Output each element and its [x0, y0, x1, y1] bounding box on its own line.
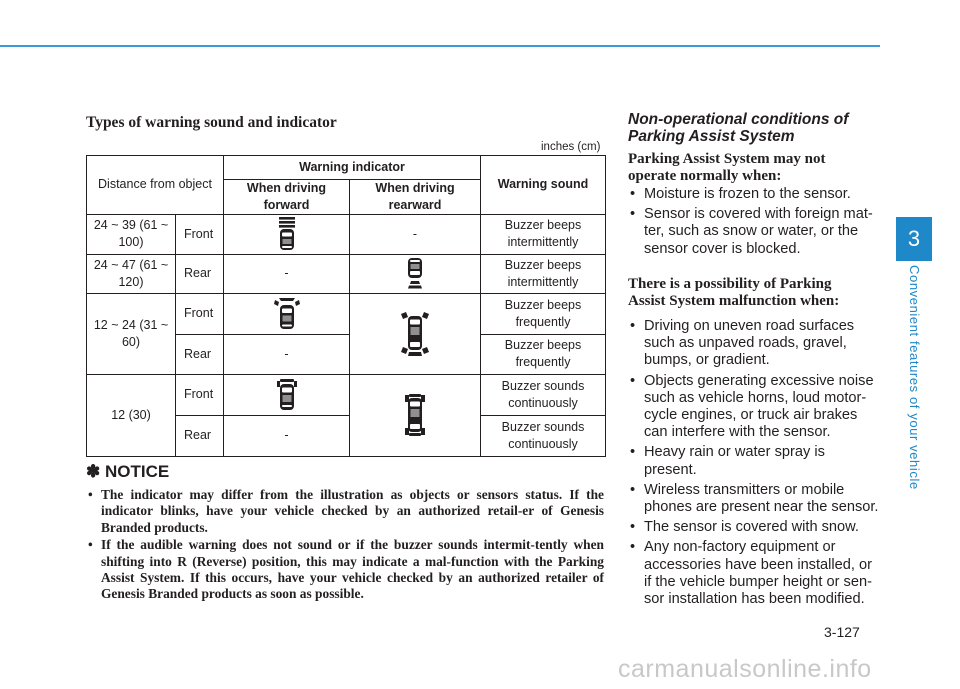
car-front-warning-icon	[272, 216, 302, 252]
table-row	[87, 254, 606, 293]
subheading-may-not-operate: Parking Assist System may not operate normally when:	[628, 151, 826, 184]
forward-indicator-cell: -	[224, 334, 350, 374]
warning-table	[86, 155, 606, 457]
chapter-number-tab[interactable]: 3	[896, 217, 932, 261]
notice-title: NOTICE	[104, 462, 170, 481]
notice-icon: ✽	[86, 462, 101, 481]
table-row	[87, 293, 606, 334]
position-cell: Front	[176, 374, 224, 415]
malfunction-list	[628, 318, 880, 611]
car-front-close-warning-icon	[272, 297, 302, 331]
list-item: • Moisture is frozen to the sensor.	[628, 186, 880, 203]
rearward-indicator-cell: -	[350, 214, 481, 254]
sound-cell: Buzzer sounds continuously	[481, 415, 606, 456]
forward-indicator-cell: -	[224, 415, 350, 456]
distance-cell: 24 ~ 47 (61 ~ 120)	[87, 254, 176, 293]
forward-indicator-cell: -	[224, 254, 350, 293]
list-item: • The indicator may differ from the illustration as objects or sensors status. If the indicator blinks, have your vehicle checked by an authorized retail-er of Genesis Branded products.	[86, 487, 604, 536]
header-distance: Distance from object	[87, 156, 224, 215]
distance-cell: 12 ~ 24 (31 ~ 60)	[87, 293, 176, 374]
page-number: 3-127	[824, 624, 860, 640]
distance-cell: 12 (30)	[87, 374, 176, 456]
list-item: • Driving on uneven road surfaces such as unpaved roads, gravel, bumps, or gradient.	[628, 318, 880, 370]
distance-cell: 24 ~ 39 (61 ~ 100)	[87, 214, 176, 254]
car-rear-warning-icon	[400, 257, 430, 291]
rearward-indicator-cell	[350, 254, 481, 293]
position-cell: Rear	[176, 254, 224, 293]
car-front-very-close-warning-icon	[272, 378, 302, 412]
conditions-list	[628, 186, 880, 261]
header-forward: When driving forward	[224, 180, 350, 215]
sound-cell: Buzzer beeps frequently	[481, 334, 606, 374]
forward-indicator-cell	[224, 293, 350, 334]
car-all-sides-warning-icon	[398, 310, 432, 358]
rearward-indicator-cell	[350, 374, 481, 456]
table-title: Types of warning sound and indicator	[86, 114, 337, 131]
header-rearward: When driving rearward	[350, 180, 481, 215]
subheading-malfunction: There is a possibility of Parking Assist System malfunction when:	[628, 276, 840, 309]
header-sound: Warning sound	[481, 156, 606, 215]
sound-cell: Buzzer beeps frequently	[481, 293, 606, 334]
list-item: • Any non-factory equipment or accessories have been installed, or if the vehicle bumper height or sen-sor installation has been modified.	[628, 539, 880, 608]
list-item: • Heavy rain or water spray is present.	[628, 444, 880, 478]
forward-indicator-cell	[224, 374, 350, 415]
table-units: inches (cm)	[541, 141, 601, 153]
table-row	[87, 374, 606, 415]
notice-list	[86, 487, 604, 604]
header-indicator: Warning indicator	[224, 156, 481, 180]
list-item: • Objects generating excessive noise such as vehicle horns, loud motor-cycle engines, or truck air brakes can interfere with the sensor.	[628, 373, 880, 442]
notice-heading	[86, 462, 169, 482]
position-cell: Front	[176, 214, 224, 254]
list-item: • The sensor is covered with snow.	[628, 519, 880, 536]
table-row	[87, 214, 606, 254]
sound-cell: Buzzer beeps intermittently	[481, 254, 606, 293]
position-cell: Front	[176, 293, 224, 334]
list-item: • If the audible warning does not sound or if the buzzer sounds intermit-tently when shifting into R (Reverse) position, this may indicate a mal-function with the Parking Assist System. If this occurs, have your vehicle checked by an authorized retailer of Genesis Branded products as soon as possible.	[86, 537, 604, 603]
sound-cell: Buzzer beeps intermittently	[481, 214, 606, 254]
list-item: • Wireless transmitters or mobile phones are present near the sensor.	[628, 482, 880, 516]
forward-indicator-cell	[224, 214, 350, 254]
position-cell: Rear	[176, 415, 224, 456]
chapter-title: Convenient features of your vehicle	[907, 265, 922, 490]
watermark: carmanualsonline.info	[618, 655, 872, 683]
sound-cell: Buzzer sounds continuously	[481, 374, 606, 415]
rearward-indicator-cell	[350, 293, 481, 374]
header-rule	[0, 45, 880, 47]
list-item: • Sensor is covered with foreign mat-ter, such as snow or water, or the sensor cover is blocked.	[628, 206, 880, 258]
section-title: Non-operational conditions of Parking Assist System	[628, 111, 849, 145]
car-all-sides-very-close-warning-icon	[398, 393, 432, 437]
position-cell: Rear	[176, 334, 224, 374]
